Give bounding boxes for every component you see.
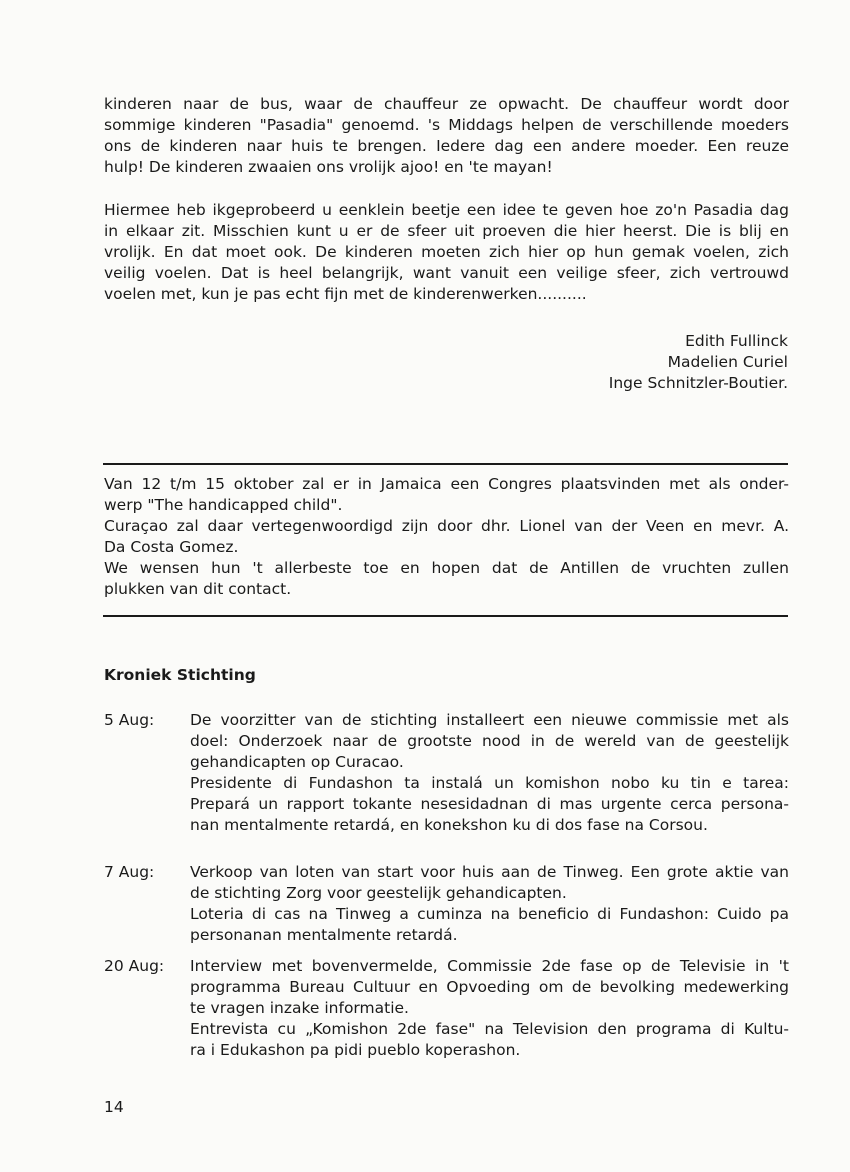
entry-text — [190, 710, 789, 836]
text-line: ons de kinderen naar huis te brengen. Iedere dag een andere moeder. Een reuze — [104, 137, 789, 155]
signature-name: Edith Fullinck — [685, 332, 788, 350]
text-line: De voorzitter van de stichting installeert een nieuwe commissie met als — [190, 711, 789, 729]
text-line: Entrevista cu „Komishon 2de fase" na Television den programa di Kultu- — [190, 1020, 789, 1038]
text-line: te vragen inzake informatie. — [190, 999, 409, 1017]
paragraph-summary — [104, 200, 789, 305]
text-line: Hiermee heb ikgeprobeerd u eenklein beetje een idee te geven hoe zo'n Pasadia dag — [104, 201, 789, 219]
entry-date: 20 Aug: — [104, 957, 165, 975]
text-line: Van 12 t/m 15 oktober zal er in Jamaica een Congres plaatsvinden met als onder- — [104, 475, 789, 493]
text-line: voelen met, kun je pas echt fijn met de kinderenwerken.......... — [104, 285, 587, 303]
text-line: Da Costa Gomez. — [104, 538, 239, 556]
divider-bottom — [103, 615, 788, 617]
text-line: ra i Edukashon pa pidi pueblo koperashon. — [190, 1041, 521, 1059]
text-line: Interview met bovenvermelde, Commissie 2de fase op de Televisie in 't — [190, 957, 789, 975]
entry-text — [190, 862, 789, 946]
text-line: personanan mentalmente retardá. — [190, 926, 458, 944]
signature-block — [609, 331, 788, 394]
text-line: veilig voelen. Dat is heel belangrijk, want vanuit een veilige sfeer, zich vertrouwd — [104, 264, 789, 282]
paragraph-pasadia-routine — [104, 94, 789, 178]
signature-name: Inge Schnitzler-Boutier. — [608, 374, 788, 392]
signature-name: Madelien Curiel — [667, 353, 788, 371]
text-line: kinderen naar de bus, waar de chauffeur ze opwacht. De chauffeur wordt door — [104, 95, 789, 113]
text-line: Verkoop van loten van start voor huis aan de Tinweg. Een grote aktie van — [190, 863, 789, 881]
text-line: Loteria di cas na Tinweg a cuminza na beneficio di Fundashon: Cuido pa — [190, 905, 789, 923]
text-line: We wensen hun 't allerbeste toe en hopen dat de Antillen de vruchten zullen — [104, 559, 789, 577]
text-line: doel: Onderzoek naar de grootste nood in de wereld van de geestelijk — [190, 732, 789, 750]
text-line: Curaçao zal daar vertegenwoordigd zijn door dhr. Lionel van der Veen en mevr. A. — [104, 517, 789, 535]
text-line: werp "The handicapped child". — [104, 496, 343, 514]
text-line: plukken van dit contact. — [104, 580, 292, 598]
text-line: sommige kinderen "Pasadia" genoemd. 's Middags helpen de verschillende moeders — [104, 116, 789, 134]
text-line: vrolijk. En dat moet ook. De kinderen moeten zich hier op hun gemak voelen, zich — [104, 243, 789, 261]
entry-text — [190, 956, 789, 1061]
text-line: nan mentalmente retardá, en konekshon ku di dos fase na Corsou. — [190, 816, 708, 834]
section-heading: Kroniek Stichting — [104, 666, 256, 684]
text-line: in elkaar zit. Misschien kunt u er de sfeer uit proeven die hier heerst. Die is blij en — [104, 222, 789, 240]
page-number: 14 — [104, 1098, 124, 1116]
text-line: Prepará un rapport tokante nesesidadnan di mas urgente cerca persona- — [190, 795, 789, 813]
text-line: Presidente di Fundashon ta instalá un komishon nobo ku tin e tarea: — [190, 774, 789, 792]
divider-top — [103, 463, 788, 465]
congress-notice — [104, 474, 789, 600]
text-line: gehandicapten op Curacao. — [190, 753, 404, 771]
text-line: hulp! De kinderen zwaaien ons vrolijk ajoo! en 'te mayan! — [104, 158, 553, 176]
text-line: de stichting Zorg voor geestelijk gehandicapten. — [190, 884, 567, 902]
text-line: programma Bureau Cultuur en Opvoeding om de bevolking medewerking — [190, 978, 789, 996]
entry-date: 5 Aug: — [104, 711, 155, 729]
entry-date: 7 Aug: — [104, 863, 155, 881]
